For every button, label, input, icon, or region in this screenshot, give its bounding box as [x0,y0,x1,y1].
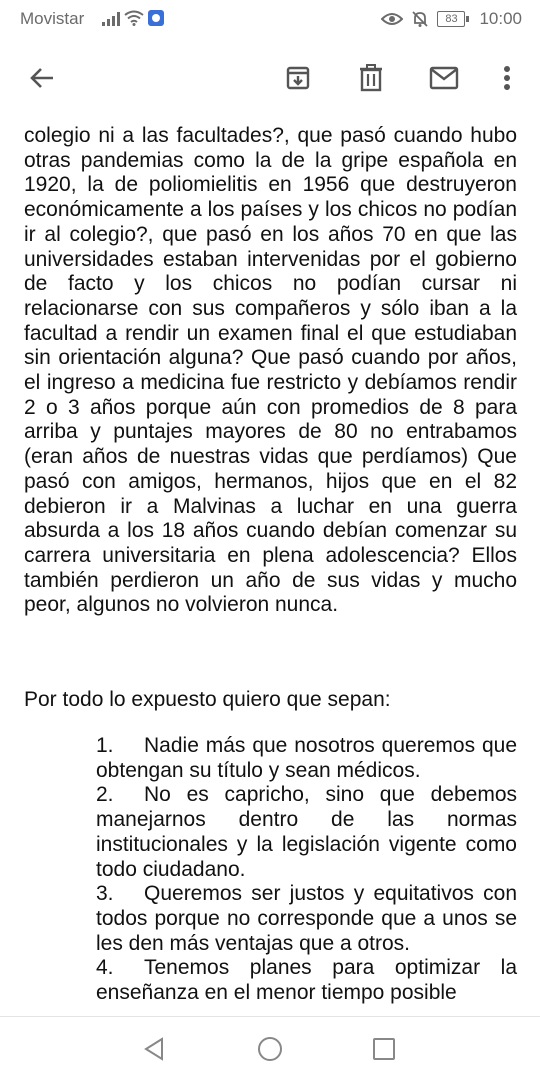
status-bar [0,0,540,36]
nav-home-button[interactable] [254,1033,286,1065]
recents-square-icon [372,1037,396,1061]
signal-icon [102,12,120,26]
eye-icon [381,11,403,27]
list-number: 4. [96,956,114,980]
clock: 10:00 [479,9,522,28]
email-lead-text: Por todo lo expuesto quiero que sepan: [24,688,391,711]
mark-unread-button[interactable] [424,58,464,98]
system-nav-bar [0,1016,540,1081]
list-item [96,956,517,1005]
archive-icon [285,65,311,91]
delete-button[interactable] [351,58,391,98]
email-body [0,98,540,1016]
list-item [96,734,517,783]
carrier-name: Movistar [20,9,85,28]
list-item [96,882,517,956]
wifi-icon [124,10,144,26]
more-options-button[interactable] [487,58,527,98]
back-button[interactable] [22,58,62,98]
arrow-back-icon [29,65,55,91]
nav-recents-button[interactable] [368,1033,400,1065]
list-number: 1. [96,734,114,757]
back-triangle-icon [143,1037,165,1061]
home-circle-icon [257,1036,283,1062]
archive-button[interactable] [278,58,318,98]
list-item-text: Tenemos planes para optimizar la enseñanza en el menor tiempo posible [96,956,517,1005]
mail-icon [429,66,459,90]
vpn-shield-icon [148,10,164,26]
nav-back-button[interactable] [138,1033,170,1065]
numbered-list [96,734,517,1006]
list-number: 3. [96,882,114,906]
list-item-text: No es capricho, sino que debemos manejarnos dentro de las normas institucionales y la legislación vigente como todo ciudadano. [96,783,517,881]
email-paragraph: colegio ni a las facultades?, que pasó cuando hubo otras pandemias como la de la gripe española en 1920, la de poliomielitis en 1956 que destruyeron económicamente a los países y los chicos no podían ir al colegio?, que pasó en los años 70 en que las universidades estaban intervenidas por el gobierno de facto y los chicos no podían cursar ni relacionarse con sus compañeros y sólo iban a la facultad a rendir un examen final el que estudiaban sin orientación alguna? Que pasó cuando por años, el ingreso a medicina fue restricto y debíamos rendir 2 o 3 años porque aún con promedios de 8 para arriba y puntajes mayores de 80 no entrabamos (eran años de nuestras vidas que perdíamos) Que pasó con amigos, hermanos, hijos que en el 82 debieron ir a Malvinas a luchar en una guerra absurda a los 18 años cuando debían comenzar su carrera universitaria en plena adolescencia? Ellos también perdieron un año de sus vidas y mucho peor, algunos no volvieron nunca. [24,124,517,617]
more-vert-icon [503,65,511,91]
list-item [96,783,517,882]
list-item-text: Queremos ser justos y equitativos con todos porque no corresponde que a unos se les den más ventajas que a otros. [96,882,517,955]
list-item-text: Nadie más que nosotros queremos que obtengan su título y sean médicos. [96,734,517,782]
battery-icon: 83 [437,11,465,27]
delete-icon [359,64,383,92]
muted-bell-icon [411,10,429,28]
list-number: 2. [96,783,114,807]
